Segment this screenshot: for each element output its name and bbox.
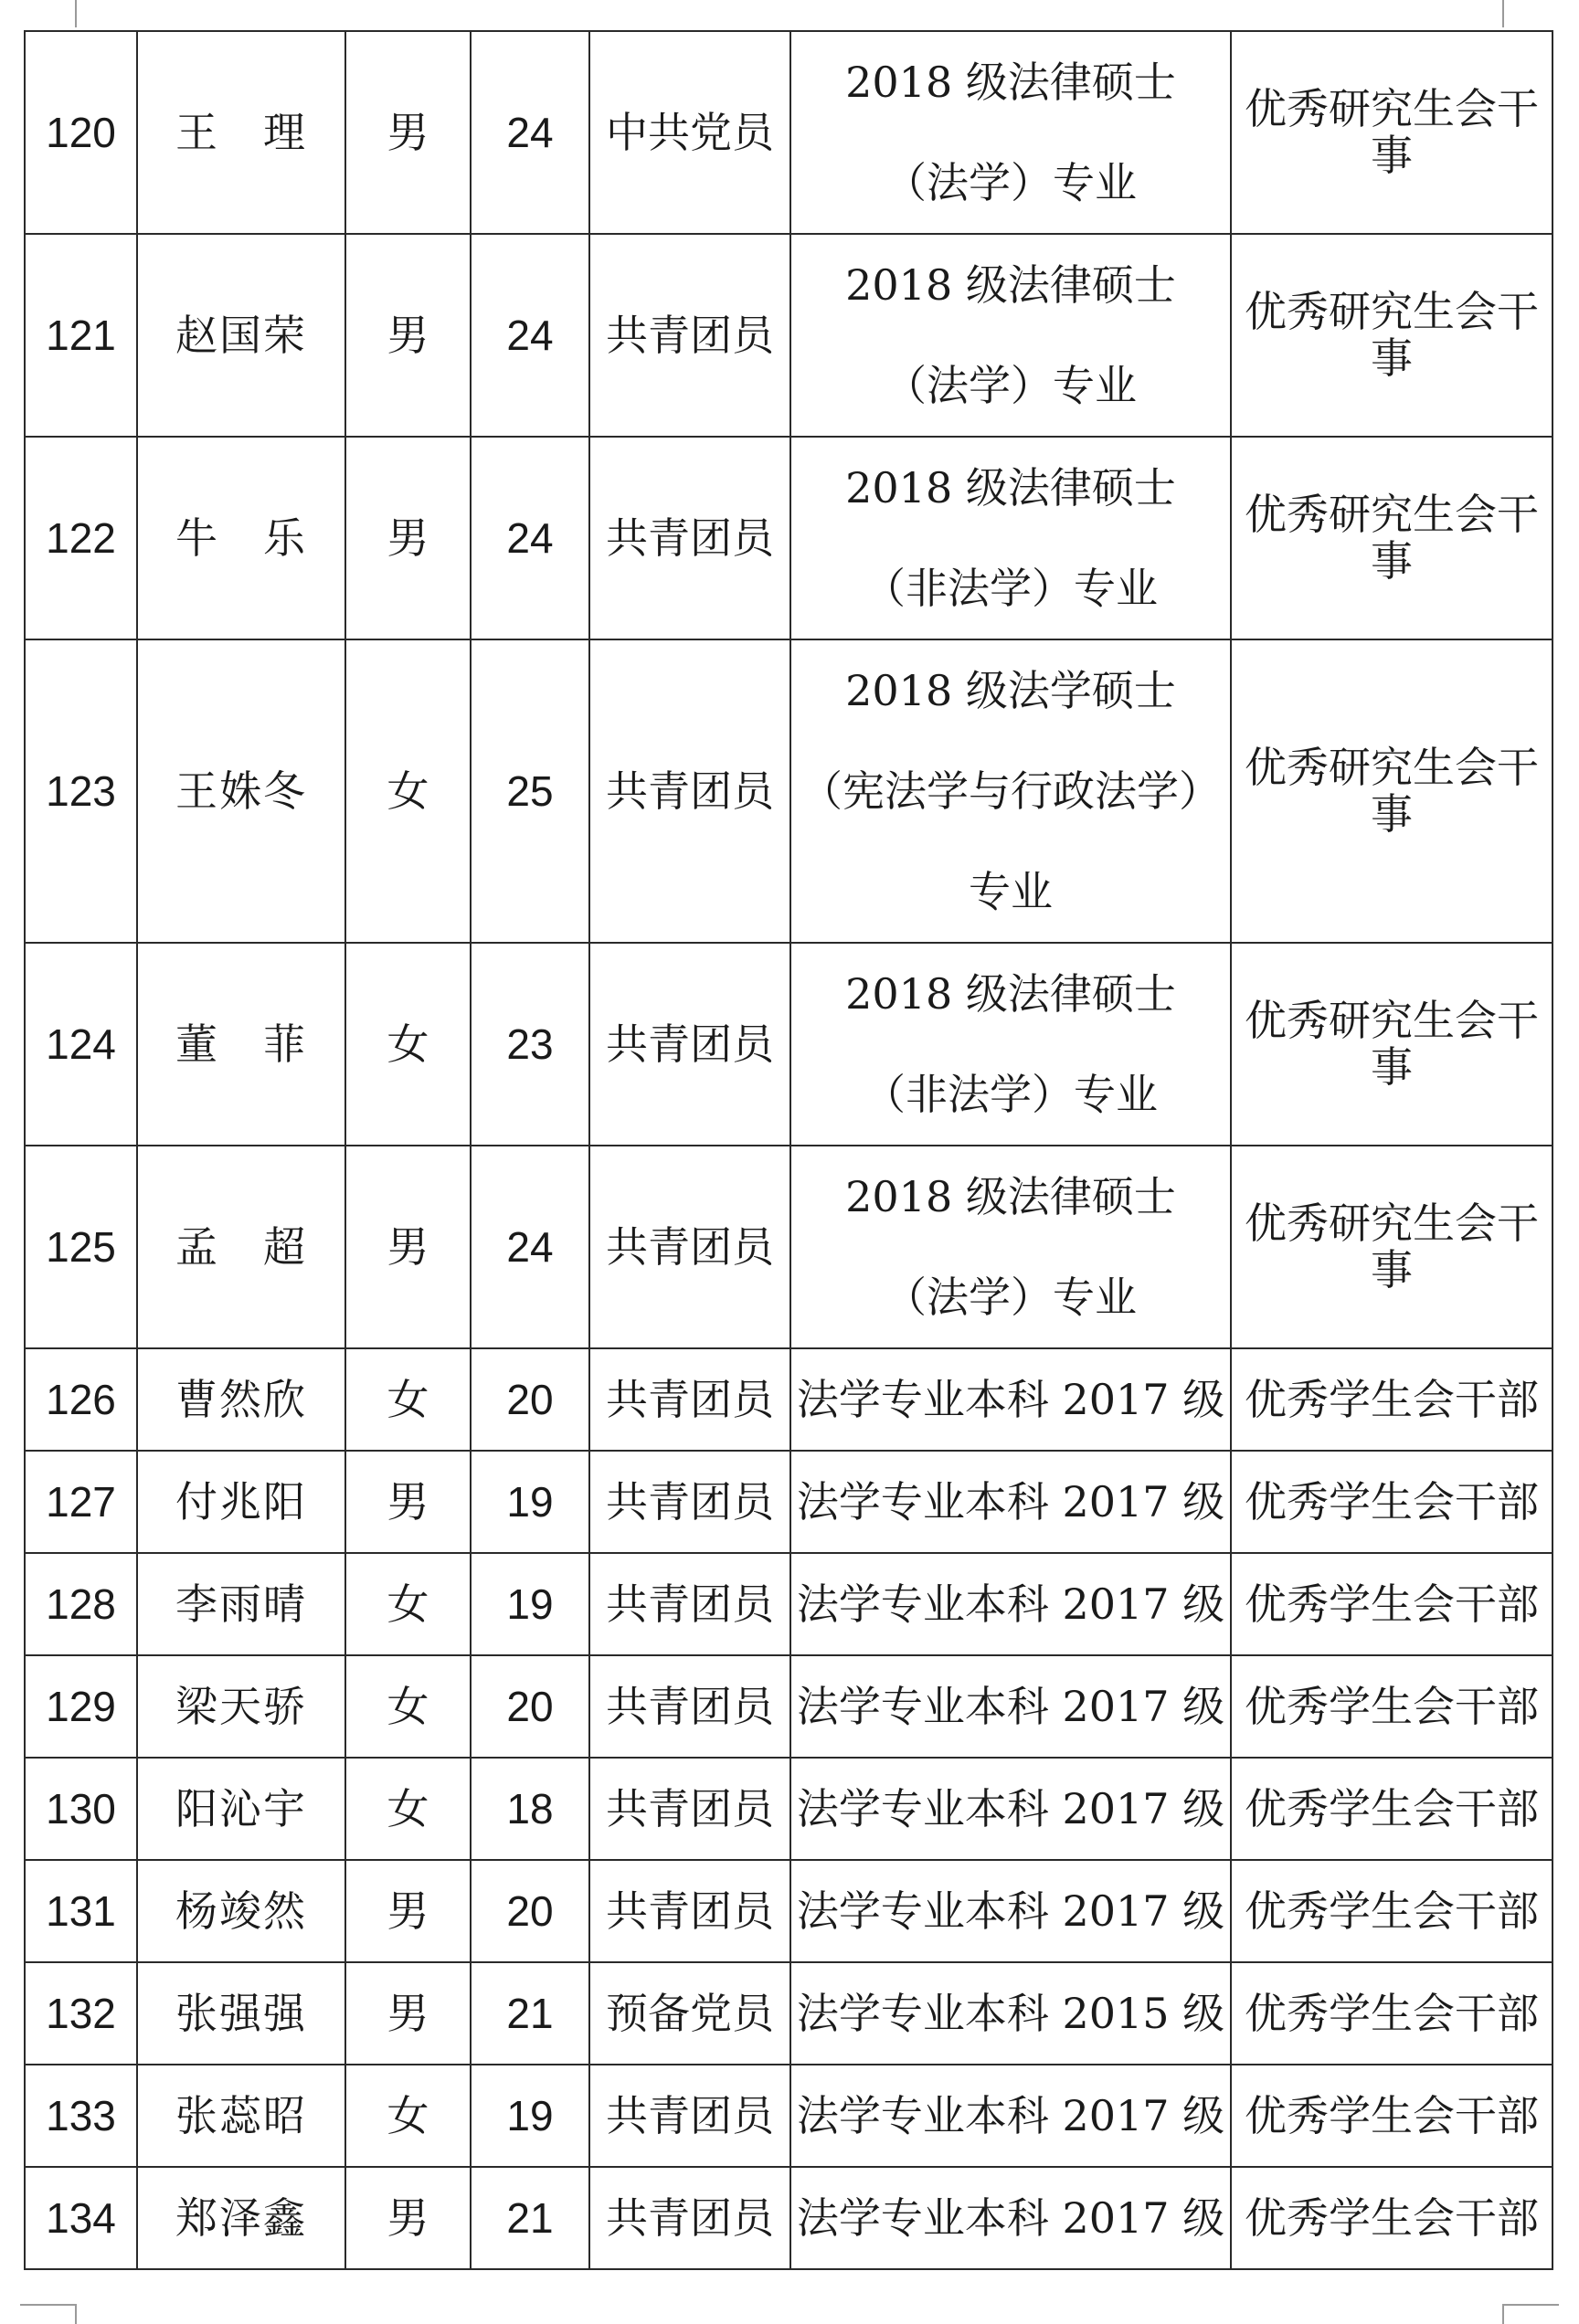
major-line: 2018 级法律硕士 xyxy=(845,260,1176,310)
cell-age: 21 xyxy=(471,2167,589,2269)
cell-major xyxy=(790,1553,1231,1655)
cell-number: 121 xyxy=(25,234,137,437)
major-line: 2018 级法律硕士 xyxy=(845,969,1176,1019)
cell-number: 131 xyxy=(25,1860,137,1962)
cell-award: 优秀研究生会干事 xyxy=(1231,1146,1553,1348)
cell-gender: 男 xyxy=(345,1860,471,1962)
table-row xyxy=(25,437,1553,639)
cell-age: 24 xyxy=(471,1146,589,1348)
major-line: 法学专业本科 2017 级 xyxy=(796,2091,1225,2140)
cell-name: 董 菲 xyxy=(137,943,345,1146)
cell-major xyxy=(790,1860,1231,1962)
cell-age: 23 xyxy=(471,943,589,1146)
cell-number: 127 xyxy=(25,1451,137,1553)
cell-award: 优秀研究生会干事 xyxy=(1231,437,1553,639)
cell-award: 优秀学生会干部 xyxy=(1231,2167,1553,2269)
cell-number: 132 xyxy=(25,1962,137,2065)
cell-name: 梁天骄 xyxy=(137,1655,345,1758)
major-line: 2018 级法学硕士 xyxy=(845,666,1176,715)
table-row xyxy=(25,2065,1553,2167)
cell-award: 优秀研究生会干事 xyxy=(1231,943,1553,1146)
cell-award: 优秀学生会干部 xyxy=(1231,1962,1553,2065)
major-line: 法学专业本科 2017 级 xyxy=(796,1784,1225,1833)
major-line: 法学专业本科 2017 级 xyxy=(796,2193,1225,2243)
cell-age: 19 xyxy=(471,1451,589,1553)
cell-age: 24 xyxy=(471,437,589,639)
crop-mark-bottom-left xyxy=(20,2304,77,2324)
cell-major xyxy=(790,639,1231,943)
cell-award: 优秀学生会干部 xyxy=(1231,1860,1553,1962)
cell-political-status: 共青团员 xyxy=(589,1146,790,1348)
cell-gender: 女 xyxy=(345,1348,471,1451)
cell-gender: 男 xyxy=(345,437,471,639)
cell-age: 25 xyxy=(471,639,589,943)
cell-number: 129 xyxy=(25,1655,137,1758)
cell-major xyxy=(790,1962,1231,2065)
cell-major xyxy=(790,943,1231,1146)
table-row xyxy=(25,1451,1553,1553)
cell-name: 阳沁宇 xyxy=(137,1758,345,1860)
cell-name: 张蕊昭 xyxy=(137,2065,345,2167)
cell-age: 24 xyxy=(471,31,589,234)
major-line: （法学）专业 xyxy=(885,158,1137,207)
cell-name: 张强强 xyxy=(137,1962,345,2065)
major-line: 法学专业本科 2015 级 xyxy=(796,1989,1225,2038)
table-row xyxy=(25,1146,1553,1348)
major-line: 法学专业本科 2017 级 xyxy=(796,1579,1225,1629)
cell-political-status: 共青团员 xyxy=(589,1553,790,1655)
cell-name: 郑泽鑫 xyxy=(137,2167,345,2269)
cell-political-status: 共青团员 xyxy=(589,1758,790,1860)
cell-political-status: 共青团员 xyxy=(589,1655,790,1758)
cell-number: 125 xyxy=(25,1146,137,1348)
cell-political-status: 共青团员 xyxy=(589,234,790,437)
cell-award: 优秀研究生会干事 xyxy=(1231,639,1553,943)
table-row xyxy=(25,1758,1553,1860)
crop-mark-bottom-right xyxy=(1502,2304,1559,2324)
cell-political-status: 共青团员 xyxy=(589,437,790,639)
cell-major xyxy=(790,2167,1231,2269)
cell-gender: 女 xyxy=(345,1758,471,1860)
cell-political-status: 预备党员 xyxy=(589,1962,790,2065)
cell-award: 优秀学生会干部 xyxy=(1231,1348,1553,1451)
cell-gender: 男 xyxy=(345,1451,471,1553)
cell-political-status: 共青团员 xyxy=(589,1451,790,1553)
table-row xyxy=(25,1553,1553,1655)
major-line: （法学）专业 xyxy=(885,361,1137,410)
cell-age: 19 xyxy=(471,2065,589,2167)
cell-name: 付兆阳 xyxy=(137,1451,345,1553)
major-line: 2018 级法律硕士 xyxy=(845,1172,1176,1221)
cell-political-status: 共青团员 xyxy=(589,1348,790,1451)
cell-major xyxy=(790,1451,1231,1553)
table-row xyxy=(25,1655,1553,1758)
cell-award: 优秀学生会干部 xyxy=(1231,1553,1553,1655)
cell-age: 19 xyxy=(471,1553,589,1655)
cell-award: 优秀学生会干部 xyxy=(1231,1451,1553,1553)
major-line: 法学专业本科 2017 级 xyxy=(796,1375,1225,1424)
table-row xyxy=(25,31,1553,234)
cell-age: 21 xyxy=(471,1962,589,2065)
cell-number: 134 xyxy=(25,2167,137,2269)
cell-name: 赵国荣 xyxy=(137,234,345,437)
cell-award: 优秀学生会干部 xyxy=(1231,2065,1553,2167)
cell-name: 孟 超 xyxy=(137,1146,345,1348)
major-line: （宪法学与行政法学） xyxy=(800,766,1221,816)
cell-major xyxy=(790,437,1231,639)
cell-number: 133 xyxy=(25,2065,137,2167)
cell-gender: 女 xyxy=(345,2065,471,2167)
cell-major xyxy=(790,1146,1231,1348)
cell-gender: 男 xyxy=(345,1146,471,1348)
cell-number: 128 xyxy=(25,1553,137,1655)
cell-age: 18 xyxy=(471,1758,589,1860)
cell-gender: 男 xyxy=(345,1962,471,2065)
major-line: 法学专业本科 2017 级 xyxy=(796,1682,1225,1731)
cell-political-status: 共青团员 xyxy=(589,2167,790,2269)
cell-number: 120 xyxy=(25,31,137,234)
cell-major xyxy=(790,1655,1231,1758)
cell-gender: 女 xyxy=(345,1655,471,1758)
cell-name: 王姝冬 xyxy=(137,639,345,943)
major-line: 2018 级法律硕士 xyxy=(845,58,1176,107)
cell-major xyxy=(790,2065,1231,2167)
cell-number: 126 xyxy=(25,1348,137,1451)
cell-award: 优秀学生会干部 xyxy=(1231,1758,1553,1860)
major-line: 法学专业本科 2017 级 xyxy=(796,1477,1225,1526)
cell-age: 20 xyxy=(471,1348,589,1451)
major-line: 专业 xyxy=(969,867,1053,916)
cell-number: 124 xyxy=(25,943,137,1146)
cell-political-status: 共青团员 xyxy=(589,2065,790,2167)
table-row xyxy=(25,943,1553,1146)
major-line: 法学专业本科 2017 级 xyxy=(796,1886,1225,1936)
cell-age: 20 xyxy=(471,1860,589,1962)
table-row xyxy=(25,1962,1553,2065)
cell-political-status: 中共党员 xyxy=(589,31,790,234)
cell-number: 122 xyxy=(25,437,137,639)
cell-political-status: 共青团员 xyxy=(589,943,790,1146)
major-line: （非法学）专业 xyxy=(864,1070,1158,1119)
cell-gender: 女 xyxy=(345,639,471,943)
cell-major xyxy=(790,1348,1231,1451)
roster-body xyxy=(25,31,1553,2269)
table-row xyxy=(25,2167,1553,2269)
cell-political-status: 共青团员 xyxy=(589,1860,790,1962)
cell-name: 牛 乐 xyxy=(137,437,345,639)
table-row xyxy=(25,639,1553,943)
cell-name: 王 理 xyxy=(137,31,345,234)
table-row xyxy=(25,1348,1553,1451)
table-row xyxy=(25,234,1553,437)
cell-name: 曹然欣 xyxy=(137,1348,345,1451)
major-line: （法学）专业 xyxy=(885,1273,1137,1322)
cell-gender: 男 xyxy=(345,234,471,437)
crop-mark-top-left xyxy=(20,0,77,27)
cell-name: 杨竣然 xyxy=(137,1860,345,1962)
cell-gender: 女 xyxy=(345,1553,471,1655)
cell-major xyxy=(790,31,1231,234)
cell-number: 130 xyxy=(25,1758,137,1860)
cell-political-status: 共青团员 xyxy=(589,639,790,943)
cell-major xyxy=(790,1758,1231,1860)
cell-number: 123 xyxy=(25,639,137,943)
cell-age: 24 xyxy=(471,234,589,437)
cell-award: 优秀学生会干部 xyxy=(1231,1655,1553,1758)
crop-mark-top-right xyxy=(1502,0,1559,27)
cell-gender: 男 xyxy=(345,31,471,234)
cell-award: 优秀研究生会干事 xyxy=(1231,234,1553,437)
cell-major xyxy=(790,234,1231,437)
table-row xyxy=(25,1860,1553,1962)
major-line: （非法学）专业 xyxy=(864,564,1158,613)
cell-age: 20 xyxy=(471,1655,589,1758)
cell-gender: 女 xyxy=(345,943,471,1146)
major-line: 2018 级法律硕士 xyxy=(845,463,1176,512)
award-roster-table xyxy=(24,30,1553,2270)
cell-name: 李雨晴 xyxy=(137,1553,345,1655)
cell-gender: 男 xyxy=(345,2167,471,2269)
cell-award: 优秀研究生会干事 xyxy=(1231,31,1553,234)
